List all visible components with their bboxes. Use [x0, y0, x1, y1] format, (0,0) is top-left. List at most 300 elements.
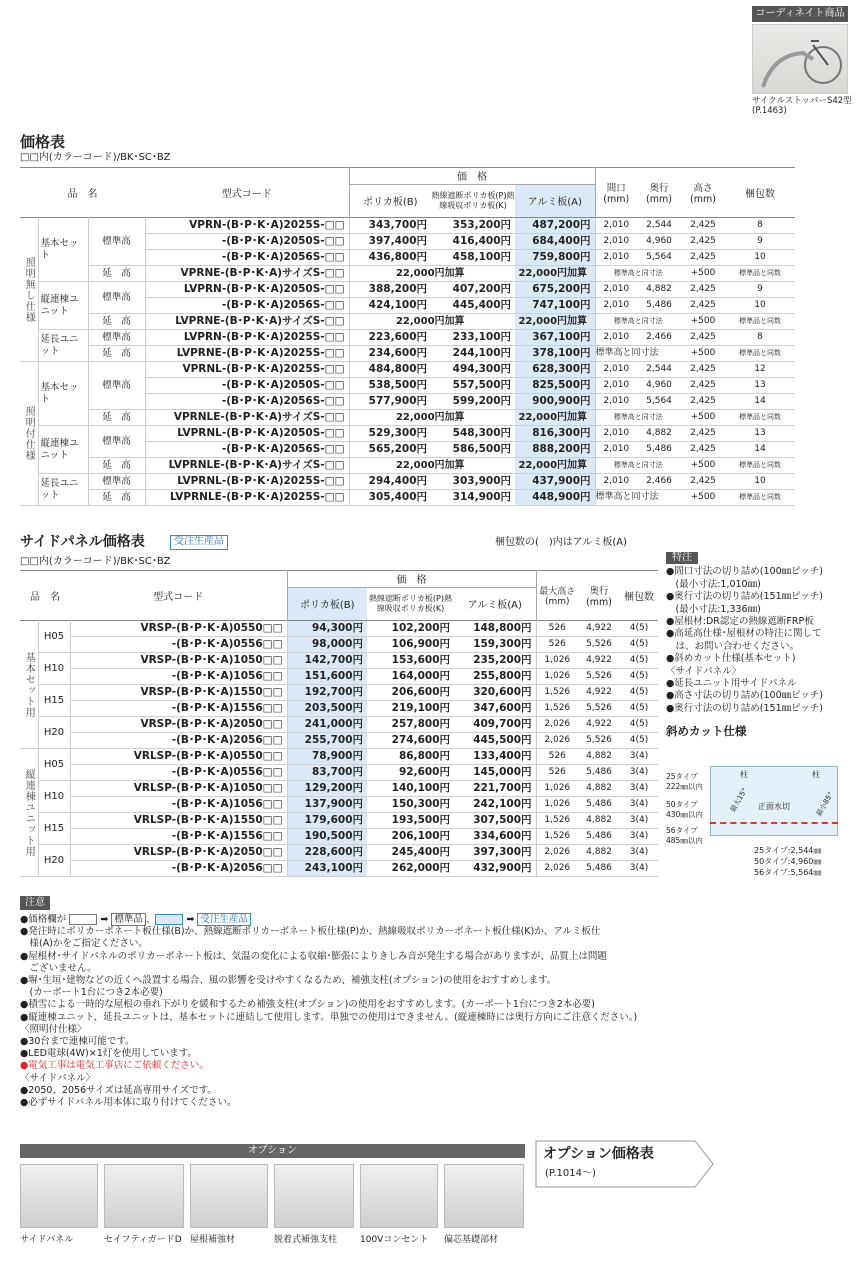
side-packs: 4(5)	[620, 733, 658, 749]
price-alumi: 759,800円	[515, 250, 595, 266]
option-price-title: オプション価格表	[543, 1146, 654, 1162]
side-price-heat: 153,600円	[367, 653, 454, 669]
side-price-heat: 106,900円	[367, 637, 454, 653]
side-model-code: -(B･P･K･A)0556□□	[70, 637, 287, 653]
height-type: 延 高	[88, 314, 145, 330]
side-packs: 4(5)	[620, 621, 658, 637]
diagonal-cut-title: 斜めカット仕様	[666, 724, 747, 739]
price-heat: 416,400円	[431, 234, 515, 250]
height-mm: 2,425	[681, 394, 725, 410]
side-packs: 4(5)	[620, 717, 658, 733]
side-price-alumi: 347,600円	[454, 701, 536, 717]
side-row	[20, 749, 658, 765]
pack-count: 10	[725, 474, 795, 490]
side-price-heat: 274,600円	[367, 733, 454, 749]
side-price-alumi: 445,500円	[454, 733, 536, 749]
header-packs: 梱包数	[745, 189, 776, 200]
price-alumi: 367,100円	[515, 330, 595, 346]
header-heat: 熱線遮断ポリカ板(P)熱線吸収ポリカ板(K)	[431, 190, 515, 210]
side-depth: 4,922	[578, 653, 620, 669]
price-row	[20, 490, 795, 506]
note-line: ●屋根材･サイドパネルのポリカーボネート板は、気温の変化による収縮･膨張によりきしみ音が発生する場合がありますが、品質上は問題	[20, 950, 607, 962]
side-price-heat: 206,600円	[367, 685, 454, 701]
price-heat: 548,300円	[431, 426, 515, 442]
side-depth: 5,486	[578, 797, 620, 813]
price-poly: 294,400円	[349, 474, 431, 490]
note-line: ございません。	[20, 962, 97, 974]
pack-count: 14	[725, 442, 795, 458]
options-bar: オプション	[20, 1144, 525, 1158]
side-row	[20, 813, 658, 829]
height-type: 標準高	[88, 218, 145, 266]
side-depth: 5,526	[578, 701, 620, 717]
d56: 56タイプ:5,564㎜	[754, 868, 822, 877]
t25-label: 25タイプ	[666, 772, 698, 781]
price-row	[20, 282, 795, 298]
dimension-same: 標準高と同寸法	[595, 410, 681, 426]
side-row	[20, 765, 658, 781]
side-row	[20, 701, 658, 717]
color-code-note: □□内(カラーコード)/BK･SC･BZ	[20, 152, 171, 163]
side-model-code: VRSP-(B･P･K･A)0550□□	[70, 621, 287, 637]
side-packs: 3(4)	[620, 829, 658, 845]
side-model-code: VRLSP-(B･P･K･A)2050□□	[70, 845, 287, 861]
min-angle: 最小85°	[814, 790, 835, 818]
model-code: -(B･P･K･A)2050S-□□	[145, 378, 349, 394]
pack-count: 12	[725, 362, 795, 378]
side-price-heat: 140,100円	[367, 781, 454, 797]
height-mm: +500	[681, 410, 725, 426]
side-row	[20, 797, 658, 813]
height-class: H05	[38, 749, 70, 781]
max-height: 1,026	[536, 781, 578, 797]
diagonal-cut-diagram	[666, 762, 856, 880]
pack-count: 14	[725, 394, 795, 410]
cycle-stopper-photo	[752, 24, 848, 94]
price-poly: 343,700円	[349, 218, 431, 234]
side-price-poly: 228,600円	[287, 845, 367, 861]
height-mm: +500	[681, 314, 725, 330]
max-height: 2,026	[536, 861, 578, 877]
max-height: 526	[536, 765, 578, 781]
max-angle: 最大15°	[728, 786, 749, 814]
side-price-poly: 243,100円	[287, 861, 367, 877]
height-type: 延 高	[88, 410, 145, 426]
price-poly: 234,600円	[349, 346, 431, 362]
max-height: 1,526	[536, 701, 578, 717]
pillar-left: 柱	[740, 770, 748, 779]
side-model-code: -(B･P･K･A)2056□□	[70, 733, 287, 749]
side-model-code: -(B･P･K･A)1556□□	[70, 701, 287, 717]
side-depth: 4,922	[578, 621, 620, 637]
note-line: 〈照明付仕様〉	[20, 1023, 87, 1035]
model-code: LVPRN-(B･P･K･A)2050S-□□	[145, 282, 349, 298]
price-row	[20, 266, 795, 282]
width-mm: 2,010	[595, 442, 637, 458]
width-mm: 標準高と同寸法	[595, 346, 637, 362]
side-model-code: VRSP-(B･P･K･A)1050□□	[70, 653, 287, 669]
side-row	[20, 829, 658, 845]
special-line: は、お問い合わせください。	[666, 640, 800, 652]
width-mm: 2,010	[595, 298, 637, 314]
height-class: H10	[38, 653, 70, 685]
depth-mm: 5,486	[637, 442, 681, 458]
model-code: -(B･P･K･A)2056S-□□	[145, 298, 349, 314]
model-code: LVPRNLE-(B･P･K･A)2025S-□□	[145, 490, 349, 506]
unit-label: 延長ユニット	[38, 330, 88, 362]
height-type: 標準高	[88, 426, 145, 458]
side-depth: 4,882	[578, 845, 620, 861]
side-price-poly: 255,700円	[287, 733, 367, 749]
pack-count: 標準品と同数	[725, 266, 795, 282]
side-row	[20, 717, 658, 733]
height-mm: 2,425	[681, 330, 725, 346]
side-row	[20, 637, 658, 653]
special-line: ●斜めカット仕様(基本セット)	[666, 653, 796, 665]
price-alumi: 747,100円	[515, 298, 595, 314]
note-line: ●必ずサイドパネル用本体に取り付けてください。	[20, 1097, 237, 1109]
note-line: 〈サイドパネル〉	[20, 1072, 96, 1084]
price-poly: 577,900円	[349, 394, 431, 410]
pack-count: 標準品と同数	[725, 346, 795, 362]
side-price-heat: 92,600円	[367, 765, 454, 781]
price-alumi: 22,000円加算	[515, 410, 595, 426]
side-price-alumi: 334,600円	[454, 829, 536, 845]
special-line: ●高延高仕様･屋根材の特注に関して	[666, 628, 822, 640]
model-code: LVPRNE-(B･P･K･A)2025S-□□	[145, 346, 349, 362]
price-row	[20, 218, 795, 234]
depth-mm: 2,544	[637, 362, 681, 378]
height-mm: 2,425	[681, 250, 725, 266]
unit-label: 縦連棟ユニット	[38, 426, 88, 474]
max-height: 1,026	[536, 653, 578, 669]
side-row	[20, 685, 658, 701]
model-code: -(B･P･K･A)2056S-□□	[145, 442, 349, 458]
pack-note: 梱包数の( )内はアルミ板(A)	[495, 537, 628, 548]
height-class: H20	[38, 845, 70, 877]
special-line: ●間口寸法の切り詰め(100㎜ピッチ)	[666, 566, 823, 578]
side-table-body	[20, 621, 658, 877]
height-type: 延 高	[88, 490, 145, 506]
opt-caption-1: サイドパネル	[20, 1235, 74, 1245]
side-packs: 3(4)	[620, 797, 658, 813]
side-model-code: VRLSP-(B･P･K･A)0550□□	[70, 749, 287, 765]
dimension-same: 標準高と同寸法	[595, 266, 681, 282]
opt-caption-6: 偏芯基礎部材	[444, 1235, 499, 1245]
model-code: VPRNE-(B･P･K･A)サイズS-□□	[145, 266, 349, 282]
height-mm: 2,425	[681, 442, 725, 458]
d50: 50タイプ:4,960㎜	[754, 857, 822, 866]
depth-mm: 5,564	[637, 394, 681, 410]
side-price-poly: 129,200円	[287, 781, 367, 797]
side-model-code: VRSP-(B･P･K･A)2050□□	[70, 717, 287, 733]
side-price-poly: 137,900円	[287, 797, 367, 813]
height-type: 延 高	[88, 346, 145, 362]
model-code: LVPRNL-(B･P･K･A)2050S-□□	[145, 426, 349, 442]
side-panel-table	[20, 570, 658, 877]
price-poly: 538,500円	[349, 378, 431, 394]
t50-value: 430㎜以内	[666, 810, 703, 819]
special-line: (最小寸法:1,336㎜)	[666, 603, 761, 615]
max-height: 1,026	[536, 797, 578, 813]
price-alumi: 628,300円	[515, 362, 595, 378]
header-poly: ポリカ板(B)	[349, 184, 431, 217]
side-price-heat: 193,500円	[367, 813, 454, 829]
pack-count: 標準品と同数	[725, 410, 795, 426]
height-type: 延 高	[88, 266, 145, 282]
side-price-heat: 262,000円	[367, 861, 454, 877]
height-type: 標準高	[88, 474, 145, 490]
model-code: -(B･P･K･A)2056S-□□	[145, 250, 349, 266]
coordinate-badge: コーディネイト商品	[752, 6, 848, 22]
dimension-same: 標準高と同寸法	[595, 314, 681, 330]
price-heat: 303,900円	[431, 474, 515, 490]
side-model-code: -(B･P･K･A)0556□□	[70, 765, 287, 781]
side-price-poly: 179,600円	[287, 813, 367, 829]
side-packs: 4(5)	[620, 653, 658, 669]
side-model-code: VRLSP-(B･P･K･A)1050□□	[70, 781, 287, 797]
side-price-alumi: 409,700円	[454, 717, 536, 733]
notes-legend: ●価格欄が ➡ 標準品 、 ➡ 受注生産品	[20, 914, 660, 926]
side-row	[20, 621, 658, 637]
width-mm: 2,010	[595, 330, 637, 346]
header-height: 高さ(mm)	[690, 183, 716, 205]
t25-value: 222㎜以内	[666, 782, 703, 791]
option-price-link[interactable]	[535, 1140, 715, 1188]
height-type: 標準高	[88, 282, 145, 314]
depth-mm: 4,960	[637, 234, 681, 250]
t56-value: 485㎜以内	[666, 836, 703, 845]
height-mm: +500	[681, 346, 725, 362]
side-price-heat: 206,100円	[367, 829, 454, 845]
height-mm: 2,425	[681, 282, 725, 298]
special-order-panel	[666, 552, 856, 738]
d25: 25タイプ:2,544㎜	[754, 846, 822, 855]
price-alumi: 684,400円	[515, 234, 595, 250]
side-header-item: 品 名	[30, 592, 60, 603]
price-row	[20, 346, 795, 362]
price-poly: 305,400円	[349, 490, 431, 506]
price-alumi: 675,200円	[515, 282, 595, 298]
price-heat: 353,200円	[431, 218, 515, 234]
price-heat: 407,200円	[431, 282, 515, 298]
pack-count: 13	[725, 378, 795, 394]
side-row	[20, 845, 658, 861]
side-packs: 4(5)	[620, 669, 658, 685]
header-depth: 奥行(mm)	[646, 183, 672, 205]
side-price-poly: 241,000円	[287, 717, 367, 733]
note-line: ●発注時にポリカーボネート板仕様(B)か、熱線遮断ポリカーボネート板仕様(P)か、熱線吸収ポリカーボネート板仕様(K)か、アルミ板仕	[20, 926, 601, 938]
height-mm: +500	[681, 266, 725, 282]
side-price-poly: 83,700円	[287, 765, 367, 781]
side-row	[20, 653, 658, 669]
max-height: 1,026	[536, 669, 578, 685]
height-type: 延 高	[88, 458, 145, 474]
side-depth: 4,922	[578, 717, 620, 733]
price-row	[20, 362, 795, 378]
side-price-poly: 151,600円	[287, 669, 367, 685]
model-code: -(B･P･K･A)2056S-□□	[145, 394, 349, 410]
depth-mm: 5,564	[637, 250, 681, 266]
note-line: ●積雪による一時的な屋根の垂れ下がりを緩和するため補強支柱(オプション)の使用をおすすめします。(カーポート1台につき2本必要)	[20, 999, 595, 1011]
side-price-poly: 94,300円	[287, 621, 367, 637]
side-depth: 4,922	[578, 685, 620, 701]
special-line: ●延長ユニット用サイドパネル	[666, 678, 797, 690]
side-price-poly: 203,500円	[287, 701, 367, 717]
unit-label: 縦連棟ユニット	[38, 282, 88, 330]
price-poly: 397,400円	[349, 234, 431, 250]
side-header-maxh: 最大高さ(mm)	[536, 571, 578, 621]
side-row	[20, 861, 658, 877]
side-price-poly: 98,000円	[287, 637, 367, 653]
opt-caption-3: 屋根補強材	[190, 1235, 236, 1245]
price-heat: 445,400円	[431, 298, 515, 314]
price-alumi: 437,900円	[515, 474, 595, 490]
special-line: ●屋根材:DR認定の熱線遮断FRP板	[666, 616, 814, 628]
opt-caption-2: セイフティガードD	[104, 1235, 182, 1245]
max-height: 526	[536, 749, 578, 765]
height-type: 標準高	[88, 362, 145, 410]
side-model-code: -(B･P･K･A)1556□□	[70, 829, 287, 845]
pack-count: 10	[725, 298, 795, 314]
height-mm: 2,425	[681, 378, 725, 394]
side-header-price: 価 格	[287, 571, 536, 588]
price-poly-heat: 22,000円加算	[349, 410, 515, 426]
side-price-alumi: 397,300円	[454, 845, 536, 861]
header-width: 間口(mm)	[595, 168, 637, 218]
max-height: 2,026	[536, 733, 578, 749]
height-mm: 2,425	[681, 474, 725, 490]
price-poly-heat: 22,000円加算	[349, 314, 515, 330]
note-line: ●30台まで連棟可能です。	[20, 1036, 135, 1048]
group-label: 照明無し仕様	[20, 218, 38, 362]
side-price-heat: 257,800円	[367, 717, 454, 733]
outlet-photo	[360, 1164, 438, 1228]
model-code: LVPRN-(B･P･K･A)2025S-□□	[145, 330, 349, 346]
price-alumi: 816,300円	[515, 426, 595, 442]
price-table-body	[20, 218, 795, 506]
width-mm: 2,010	[595, 426, 637, 442]
height-class: H15	[38, 685, 70, 717]
side-packs: 3(4)	[620, 845, 658, 861]
depth-mm: 2,544	[637, 218, 681, 234]
side-depth: 4,882	[578, 781, 620, 797]
side-header-alumi: アルミ板(A)	[467, 600, 522, 612]
side-model-code: -(B･P･K･A)2056□□	[70, 861, 287, 877]
t50-label: 50タイプ	[666, 800, 698, 809]
price-heat: 557,500円	[431, 378, 515, 394]
option-price-ref: (P.1014〜)	[545, 1168, 596, 1179]
side-header-poly: ポリカ板(B)	[287, 587, 367, 620]
side-depth: 5,526	[578, 669, 620, 685]
price-row	[20, 314, 795, 330]
special-line: ●高さ寸法の切り詰め(100㎜ピッチ)	[666, 690, 823, 702]
depth-mm: 4,960	[637, 378, 681, 394]
width-mm: 2,010	[595, 394, 637, 410]
width-mm: 標準高と同寸法	[595, 490, 637, 506]
model-code: LVPRNE-(B･P･K･A)サイズS-□□	[145, 314, 349, 330]
model-code: LVPRNL-(B･P･K･A)2025S-□□	[145, 474, 349, 490]
max-height: 526	[536, 637, 578, 653]
price-heat: 244,100円	[431, 346, 515, 362]
side-depth: 4,882	[578, 813, 620, 829]
notes	[20, 914, 660, 1109]
side-depth: 5,486	[578, 765, 620, 781]
side-packs: 3(4)	[620, 781, 658, 797]
model-code: LVPRNLE-(B･P･K･A)サイズS-□□	[145, 458, 349, 474]
side-price-heat: 102,200円	[367, 621, 454, 637]
height-type: 標準高	[88, 330, 145, 346]
width-mm: 2,010	[595, 474, 637, 490]
price-table-title: 価格表	[20, 133, 66, 151]
side-price-alumi: 432,900円	[454, 861, 536, 877]
side-packs: 3(4)	[620, 861, 658, 877]
price-alumi: 888,200円	[515, 442, 595, 458]
price-row	[20, 410, 795, 426]
height-mm: +500	[681, 458, 725, 474]
dimension-same: 標準高と同寸法	[595, 458, 681, 474]
model-code: VPRN-(B･P･K･A)2025S-□□	[145, 218, 349, 234]
price-poly: 223,600円	[349, 330, 431, 346]
side-price-alumi: 242,100円	[454, 797, 536, 813]
side-packs: 3(4)	[620, 749, 658, 765]
model-code: VPRNLE-(B･P･K･A)サイズS-□□	[145, 410, 349, 426]
side-price-alumi: 145,000円	[454, 765, 536, 781]
side-group-label: 縦連棟ユニット用	[20, 749, 38, 877]
side-packs: 4(5)	[620, 637, 658, 653]
opt-caption-5: 100Vコンセント	[360, 1235, 429, 1245]
side-packs: 4(5)	[620, 701, 658, 717]
price-row	[20, 458, 795, 474]
model-code: -(B･P･K･A)2050S-□□	[145, 234, 349, 250]
depth-mm: 2,466	[637, 330, 681, 346]
side-group-label: 基本セット用	[20, 621, 38, 749]
height-class: H05	[38, 621, 70, 653]
price-poly: 436,800円	[349, 250, 431, 266]
side-panel-photo	[20, 1164, 98, 1228]
front-flashing: 正面水切	[758, 802, 790, 811]
side-header-heat: 熱線遮断ポリカ板(P)熱線吸収ポリカ板(K)	[369, 593, 452, 613]
side-row	[20, 781, 658, 797]
price-poly: 529,300円	[349, 426, 431, 442]
height-mm: +500	[681, 490, 725, 506]
note-line: ●塀･生垣･建物などの近くへ設置する場合、風の影響を受けやすくなるため、補強支柱(オプション)の使用をおすすめします。	[20, 975, 557, 987]
side-price-heat: 150,300円	[367, 797, 454, 813]
height-class: H15	[38, 813, 70, 845]
height-mm: 2,425	[681, 218, 725, 234]
height-class: H20	[38, 717, 70, 749]
side-header-model: 型式コード	[153, 592, 204, 603]
price-alumi: 825,500円	[515, 378, 595, 394]
side-depth: 5,486	[578, 829, 620, 845]
price-heat: 586,500円	[431, 442, 515, 458]
safety-guard-photo	[104, 1164, 184, 1228]
side-row	[20, 669, 658, 685]
width-mm: 2,010	[595, 218, 637, 234]
price-heat: 233,100円	[431, 330, 515, 346]
side-row	[20, 733, 658, 749]
max-height: 526	[536, 621, 578, 637]
note-line: ●LED電球(4W)×1灯を使用しています。	[20, 1048, 197, 1060]
price-table	[20, 167, 795, 506]
side-price-poly: 142,700円	[287, 653, 367, 669]
side-price-poly: 78,900円	[287, 749, 367, 765]
height-mm: 2,425	[681, 234, 725, 250]
pack-count: 13	[725, 426, 795, 442]
side-depth: 5,486	[578, 861, 620, 877]
side-depth: 4,882	[578, 749, 620, 765]
price-alumi: 22,000円加算	[515, 314, 595, 330]
